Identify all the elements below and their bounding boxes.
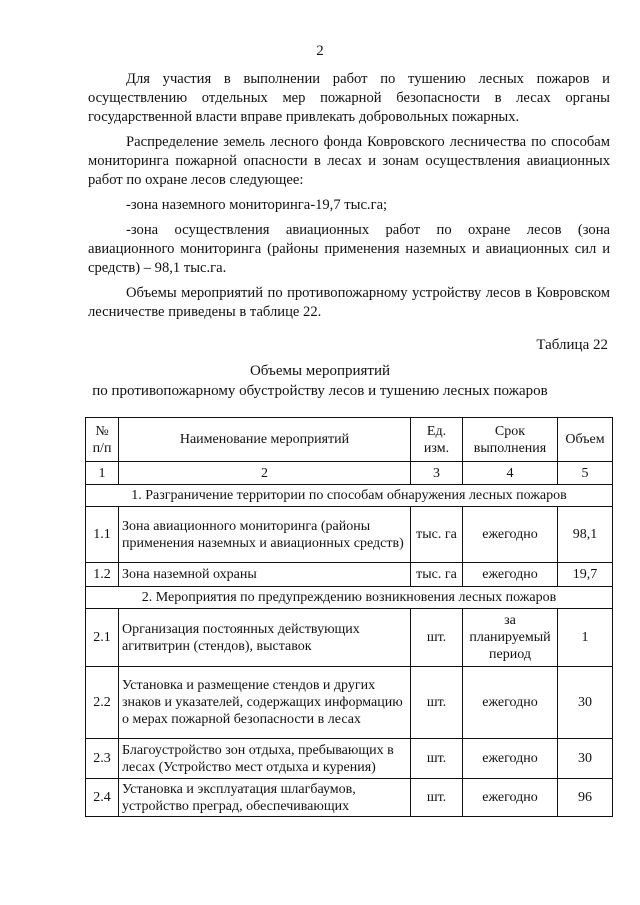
row-term: ежегодно xyxy=(463,667,558,739)
row-term: за планируемый период xyxy=(463,609,558,667)
row-num: 1.2 xyxy=(86,563,119,587)
row-name: Зона авиационного мониторинга (районы применения наземных и авиационных средств) xyxy=(119,507,411,563)
header-term: Срок выполнения xyxy=(463,418,558,462)
row-unit: тыс. га xyxy=(411,563,463,587)
row-num: 1.1 xyxy=(86,507,119,563)
paragraph-table-reference: Объемы мероприятий по противопожарному устройству лесов в Ковровском лесничестве приведены в таблице 22. xyxy=(88,285,610,320)
row-term: ежегодно xyxy=(463,507,558,563)
row-volume: 19,7 xyxy=(558,563,613,587)
row-term: ежегодно xyxy=(463,779,558,817)
table-row xyxy=(86,609,613,667)
column-number: 5 xyxy=(558,462,613,485)
table-row xyxy=(86,779,613,817)
row-name: Организация постоянных действующих агитвитрин (стендов), выставок xyxy=(119,609,411,667)
paragraph-aviation-zone: -зона осуществления авиационных работ по охране лесов (зона авиационного мониторинга (районы применения наземных и авиационных сил и средств) – 98,1 тыс.га. xyxy=(88,222,610,276)
table-title xyxy=(0,361,640,401)
table-row xyxy=(86,563,613,587)
table-row xyxy=(86,739,613,779)
header-volume: Объем xyxy=(558,418,613,462)
intro-text xyxy=(88,70,610,322)
table-title-line-1: Объемы мероприятий xyxy=(249,363,391,379)
row-term: ежегодно xyxy=(463,563,558,587)
section-2-heading: 2. Мероприятия по предупреждению возникновения лесных пожаров xyxy=(86,587,613,609)
section-2-row xyxy=(86,587,613,609)
paragraph-ground-zone: -зона наземного мониторинга-19,7 тыс.га; xyxy=(126,197,388,213)
row-volume: 30 xyxy=(558,739,613,779)
row-unit: шт. xyxy=(411,779,463,817)
row-volume: 96 xyxy=(558,779,613,817)
row-num: 2.3 xyxy=(86,739,119,779)
column-number: 4 xyxy=(463,462,558,485)
table-header-row xyxy=(86,418,613,462)
table-row xyxy=(86,507,613,563)
header-unit: Ед. изм. xyxy=(411,418,463,462)
table-row xyxy=(86,667,613,739)
row-name: Установка и размещение стендов и других знаков и указателей, содержащих информацию о мерах пожарной безопасности в лесах xyxy=(119,667,411,739)
section-1-heading: 1. Разграничение территории по способам обнаружения лесных пожаров xyxy=(86,485,613,507)
row-num: 2.4 xyxy=(86,779,119,817)
header-num: № п/п xyxy=(86,418,119,462)
row-name: Благоустройство зон отдыха, пребывающих в лесах (Устройство мест отдыха и курения) xyxy=(119,739,411,779)
column-numbers-row xyxy=(86,462,613,485)
row-unit: шт. xyxy=(411,739,463,779)
paragraph-volunteers: Для участия в выполнении работ по тушению лесных пожаров и осуществлению отдельных мер пожарной безопасности в лесах органы государственной власти вправе привлекать добровольных пожарных. xyxy=(88,71,610,125)
measures-table xyxy=(85,417,613,817)
row-term: ежегодно xyxy=(463,739,558,779)
table-label: Таблица 22 xyxy=(536,337,608,353)
row-unit: шт. xyxy=(411,667,463,739)
header-name: Наименование мероприятий xyxy=(119,418,411,462)
page-number: 2 xyxy=(316,43,324,59)
row-unit: тыс. га xyxy=(411,507,463,563)
row-name: Установка и эксплуатация шлагбаумов, устройство преград, обеспечивающих xyxy=(119,779,411,817)
section-1-row xyxy=(86,485,613,507)
row-volume: 30 xyxy=(558,667,613,739)
table-title-line-2: по противопожарному обустройству лесов и тушению лесных пожаров xyxy=(92,383,548,399)
row-volume: 98,1 xyxy=(558,507,613,563)
row-volume: 1 xyxy=(558,609,613,667)
paragraph-distribution: Распределение земель лесного фонда Ковровского лесничества по способам мониторинга пожарной опасности в лесах и зонам осуществления авиационных работ по охране лесов следующее: xyxy=(88,134,610,188)
column-number: 3 xyxy=(411,462,463,485)
column-number: 1 xyxy=(86,462,119,485)
row-num: 2.2 xyxy=(86,667,119,739)
column-number: 2 xyxy=(119,462,411,485)
row-num: 2.1 xyxy=(86,609,119,667)
row-name: Зона наземной охраны xyxy=(119,563,411,587)
row-unit: шт. xyxy=(411,609,463,667)
